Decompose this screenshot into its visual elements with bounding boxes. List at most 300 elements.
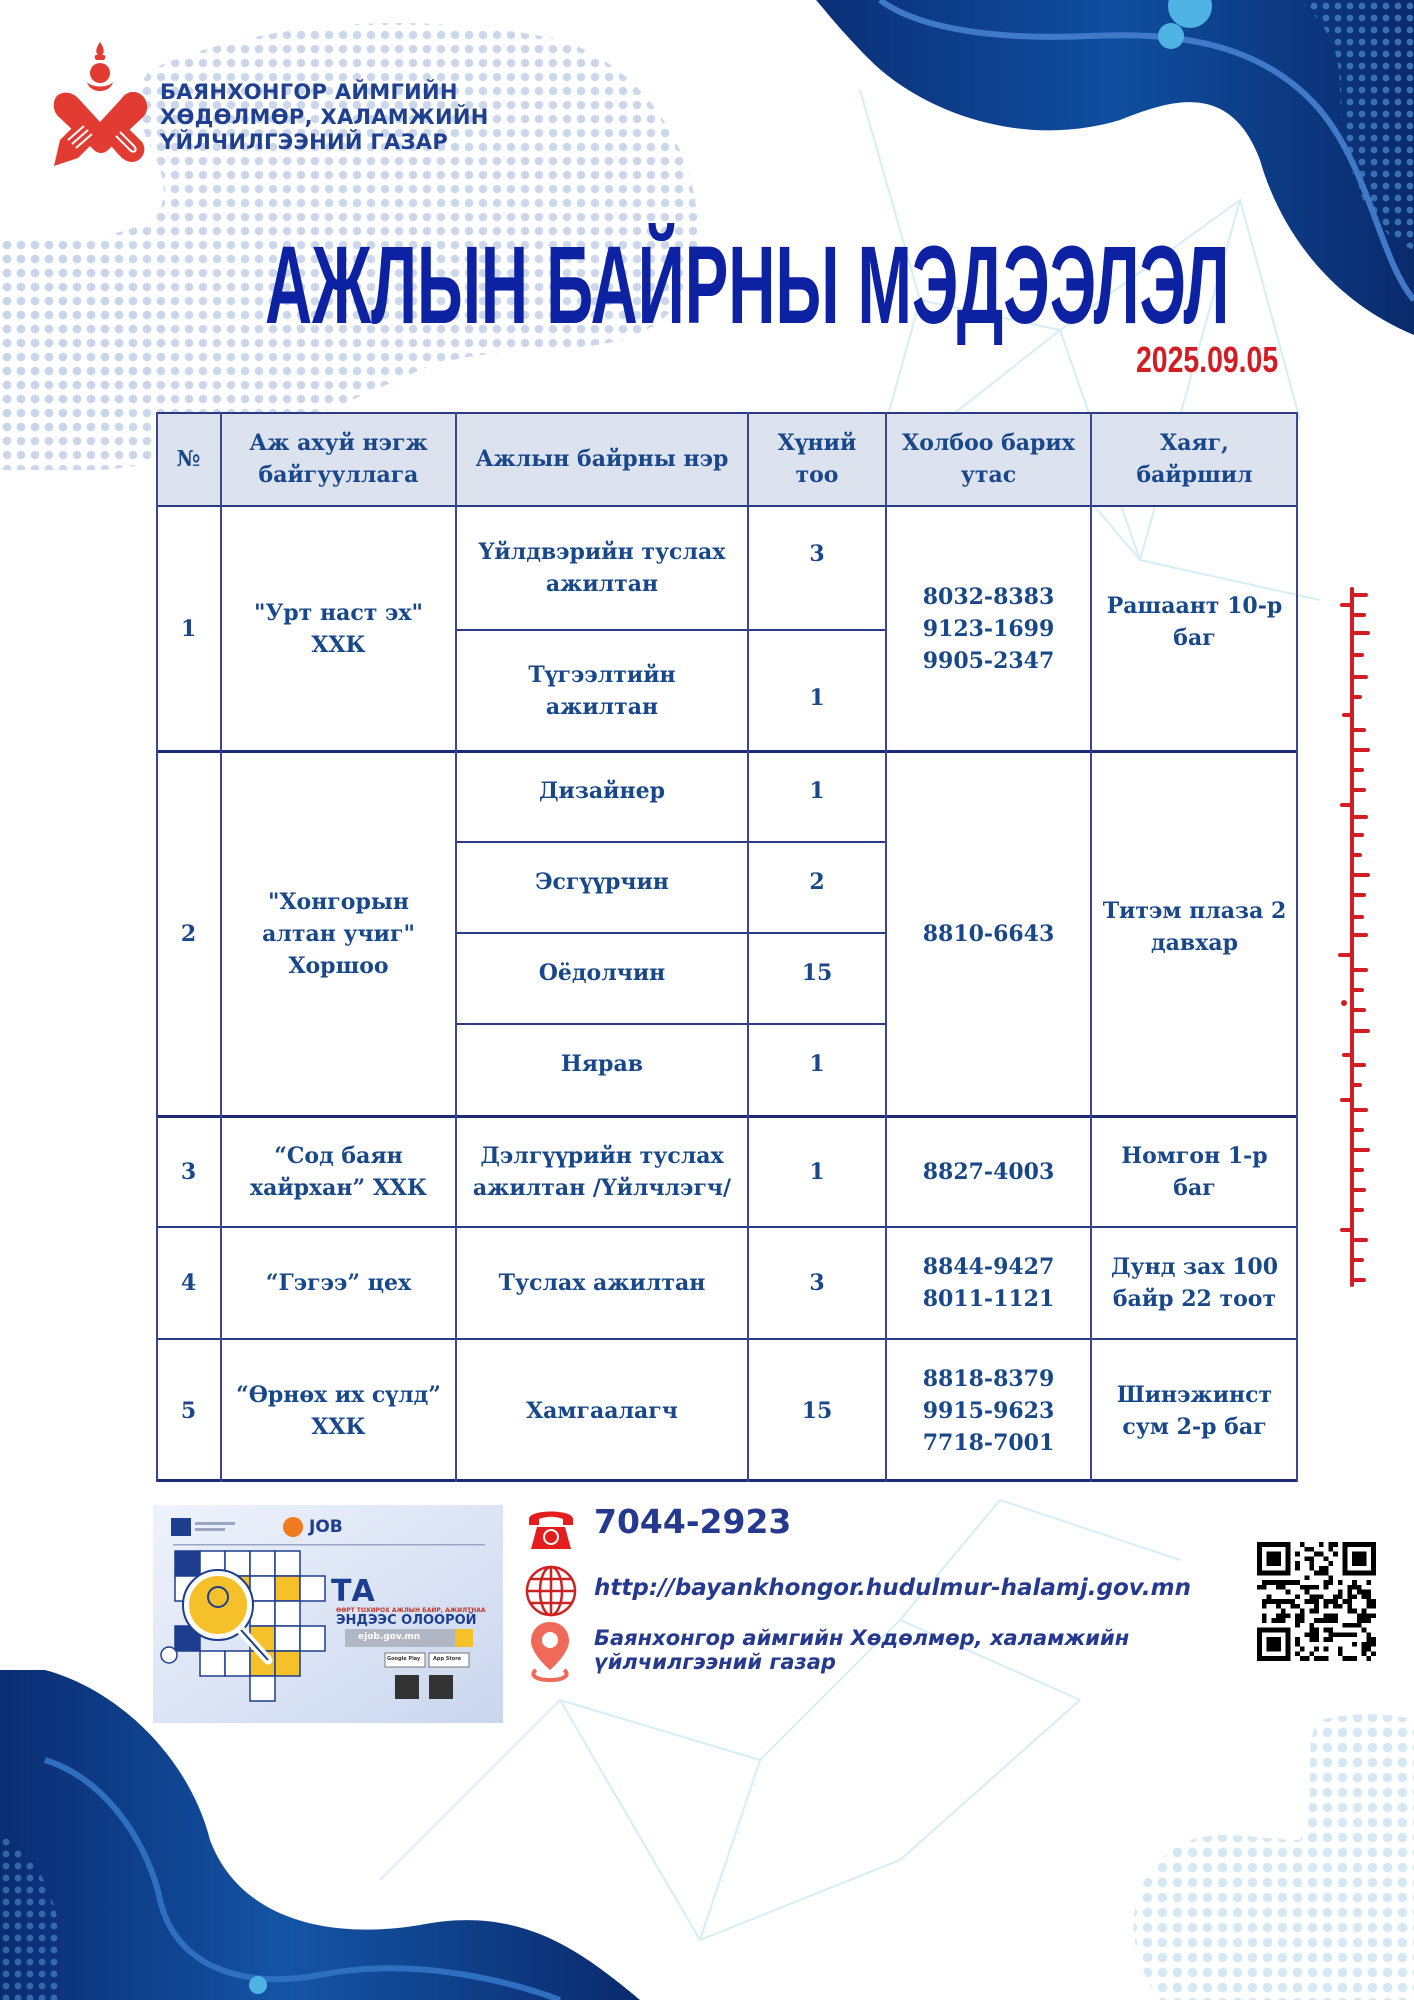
qr-module xyxy=(1343,1632,1348,1637)
qr-module xyxy=(1305,1585,1310,1590)
table-row-1-address xyxy=(1091,506,1298,751)
qr-module xyxy=(1319,1618,1324,1623)
qr-module xyxy=(1352,1585,1357,1590)
phone-number: 9123-1699 xyxy=(922,615,1055,642)
address-line: Дунд зах 100 xyxy=(1110,1254,1279,1280)
qr-module xyxy=(1324,1556,1329,1561)
qr-module xyxy=(1357,1618,1362,1623)
job-title-line: ажилтан xyxy=(545,571,659,597)
ejob-headline: ТА xyxy=(331,1574,375,1609)
qr-module xyxy=(1333,1552,1338,1557)
org-line: "Урт наст эх" xyxy=(253,599,423,626)
qr-module xyxy=(1314,1571,1319,1576)
qr-module xyxy=(1333,1632,1338,1637)
qr-module xyxy=(1314,1647,1319,1652)
qr-module xyxy=(1314,1628,1319,1633)
header-label: Хүний xyxy=(777,430,857,456)
qr-module xyxy=(1281,1599,1286,1604)
qr-module xyxy=(1314,1618,1319,1623)
qr-module xyxy=(1281,1613,1286,1618)
qr-module xyxy=(1338,1651,1343,1656)
phone-number: 8032-8383 xyxy=(922,583,1055,610)
jobs-table xyxy=(156,412,1298,1482)
ejob-subline: ӨӨРТ ТОХИРОХ АЖЛЫН БАЙР, АЖИЛТНАА xyxy=(336,1607,486,1614)
table-row-1-phones xyxy=(886,506,1091,751)
qr-module xyxy=(1328,1561,1333,1566)
table-row-5-phones xyxy=(886,1339,1091,1482)
phone-number: 8844-9427 xyxy=(922,1254,1055,1280)
table-border xyxy=(456,932,886,934)
qr-module xyxy=(1333,1599,1338,1604)
qr-module xyxy=(1295,1651,1300,1656)
qr-module xyxy=(1314,1632,1319,1637)
qr-module xyxy=(1314,1637,1319,1642)
table-row-5-number: 5 xyxy=(180,1397,197,1424)
qr-module xyxy=(1305,1656,1310,1661)
qr-module xyxy=(1371,1599,1376,1604)
address-line: давхар xyxy=(1151,929,1238,956)
qr-module xyxy=(1295,1580,1300,1585)
qr-module xyxy=(1300,1618,1305,1623)
table-row-2-organization xyxy=(221,751,456,1116)
qr-module xyxy=(1366,1613,1371,1618)
header-cell-phone xyxy=(886,412,1091,506)
qr-module xyxy=(1338,1632,1343,1637)
qr-module xyxy=(1314,1604,1319,1609)
table-row-4-phones xyxy=(886,1227,1091,1339)
qr-module xyxy=(1319,1566,1324,1571)
qr-module xyxy=(1271,1599,1276,1604)
table-row-1-job-1-count: 3 xyxy=(809,541,825,567)
qr-module xyxy=(1286,1590,1291,1595)
address-line: Титэм плаза 2 xyxy=(1102,897,1287,924)
org-name-line: ҮЙЛЧИЛГЭЭНИЙ ГАЗАР xyxy=(160,130,449,154)
header-label: Хаяг, xyxy=(1160,430,1229,456)
qr-module xyxy=(1309,1566,1314,1571)
table-row-1-job-2-count: 1 xyxy=(809,684,825,711)
qr-module xyxy=(1338,1604,1343,1609)
qr-module xyxy=(1295,1594,1300,1599)
qr-module xyxy=(1314,1599,1319,1604)
mongolian-script-slogan xyxy=(1330,585,1374,1290)
table-row-4-number: 4 xyxy=(180,1270,197,1296)
qr-code[interactable] xyxy=(1257,1542,1376,1661)
qr-module xyxy=(1309,1599,1314,1604)
table-row-4-job-1: Туслах ажилтан xyxy=(498,1270,706,1296)
table-row-2-number: 2 xyxy=(180,920,197,947)
qr-module xyxy=(1314,1585,1319,1590)
qr-module xyxy=(1347,1604,1352,1609)
qr-module xyxy=(1362,1618,1367,1623)
org-line: "Хонгорын xyxy=(267,888,409,915)
table-row-2-address xyxy=(1091,751,1298,1116)
qr-module xyxy=(1290,1599,1295,1604)
qr-module xyxy=(1347,1609,1352,1614)
header-cell-organization xyxy=(221,412,456,506)
org-name xyxy=(160,80,489,155)
qr-module xyxy=(1347,1656,1352,1661)
qr-module xyxy=(1366,1647,1371,1652)
qr-module xyxy=(1352,1623,1357,1628)
qr-module xyxy=(1300,1542,1305,1547)
qr-module xyxy=(1267,1599,1272,1604)
qr-module xyxy=(1309,1585,1314,1590)
table-row-3-job-1 xyxy=(456,1116,748,1227)
header-label: тоо xyxy=(795,462,839,488)
qr-module xyxy=(1362,1651,1367,1656)
qr-module xyxy=(1271,1618,1276,1623)
qr-module xyxy=(1305,1556,1310,1561)
address-line: сум 2-р баг xyxy=(1122,1413,1267,1440)
qr-module xyxy=(1328,1575,1333,1580)
qr-module xyxy=(1328,1613,1333,1618)
qr-module xyxy=(1324,1656,1329,1661)
address-line: үйлчилгээний газар xyxy=(594,1650,836,1674)
address-line: Шинэжинст xyxy=(1116,1381,1273,1408)
qr-module xyxy=(1324,1580,1329,1585)
table-row-2-job-3: Оёдолчин xyxy=(538,959,666,986)
header-label: Холбоо барих xyxy=(902,430,1075,456)
qr-module xyxy=(1324,1571,1329,1576)
qr-module xyxy=(1347,1623,1352,1628)
qr-module xyxy=(1362,1594,1367,1599)
ejob-banner[interactable] xyxy=(153,1505,503,1723)
table-row-3-address xyxy=(1091,1116,1298,1227)
table-border xyxy=(456,1023,886,1025)
phone-number: 8011-1121 xyxy=(922,1286,1055,1312)
header-cell-job-title xyxy=(456,412,748,506)
table-border xyxy=(1296,412,1298,1482)
table-border xyxy=(156,1338,1298,1340)
table-border xyxy=(220,412,222,1482)
table-row-2-job-1: Дизайнер xyxy=(539,777,665,804)
phone-number: 9905-2347 xyxy=(922,647,1055,674)
table-row-2-job-4-count: 1 xyxy=(809,1051,825,1077)
qr-module xyxy=(1347,1585,1352,1590)
table-border xyxy=(1090,412,1092,1482)
table-border xyxy=(456,629,886,631)
qr-module xyxy=(1319,1594,1324,1599)
qr-module xyxy=(1333,1594,1338,1599)
qr-finder xyxy=(1267,1552,1281,1566)
qr-module xyxy=(1347,1590,1352,1595)
qr-module xyxy=(1333,1618,1338,1623)
app-store-badge[interactable]: App Store xyxy=(433,1656,462,1662)
qr-module xyxy=(1262,1599,1267,1604)
qr-module xyxy=(1314,1656,1319,1661)
qr-module xyxy=(1309,1561,1314,1566)
qr-module xyxy=(1328,1542,1333,1547)
table-row-5-address xyxy=(1091,1339,1298,1482)
qr-module xyxy=(1290,1580,1295,1585)
qr-module xyxy=(1309,1623,1314,1628)
table-border xyxy=(747,412,749,1482)
qr-module xyxy=(1262,1618,1267,1623)
header-cell-headcount xyxy=(748,412,886,506)
qr-module xyxy=(1347,1632,1352,1637)
phone-icon xyxy=(525,1505,577,1553)
qr-module xyxy=(1357,1585,1362,1590)
org-line: Хоршоо xyxy=(288,952,389,979)
org-line: хайрхан” ХХК xyxy=(249,1174,427,1201)
table-row-2-job-3-count: 15 xyxy=(801,959,833,986)
qr-module xyxy=(1309,1651,1314,1656)
qr-module xyxy=(1328,1580,1333,1585)
header-label: Ажлын байрны нэр xyxy=(475,446,729,472)
table-row-4-job-1-count: 3 xyxy=(809,1270,825,1296)
table-border xyxy=(885,412,887,1482)
table-border xyxy=(156,1479,1298,1482)
ejob-site-link[interactable]: ejob.gov.mn xyxy=(358,1632,421,1642)
phone-number: 7718-7001 xyxy=(922,1429,1055,1456)
qr-module xyxy=(1319,1552,1324,1557)
qr-module xyxy=(1262,1580,1267,1585)
qr-module xyxy=(1362,1613,1367,1618)
qr-module xyxy=(1262,1613,1267,1618)
qr-module xyxy=(1366,1590,1371,1595)
header-label: байгууллага xyxy=(258,462,419,488)
qr-module xyxy=(1352,1594,1357,1599)
qr-module xyxy=(1366,1642,1371,1647)
qr-module xyxy=(1281,1609,1286,1614)
qr-module xyxy=(1324,1604,1329,1609)
qr-module xyxy=(1295,1642,1300,1647)
header-label: утас xyxy=(960,462,1017,488)
table-row-3-job-1-count: 1 xyxy=(809,1158,825,1185)
qr-module xyxy=(1333,1613,1338,1618)
table-border xyxy=(455,412,457,1482)
qr-module xyxy=(1305,1575,1310,1580)
org-name-line: БАЯНХОНГОР АЙМГИЙН xyxy=(160,80,458,104)
qr-module xyxy=(1324,1637,1329,1642)
table-border xyxy=(156,750,1298,753)
date-label: 2025.09.05 xyxy=(1136,339,1279,380)
qr-module xyxy=(1338,1580,1343,1585)
job-title-line: Түгээлтийн xyxy=(528,661,676,688)
qr-module xyxy=(1286,1580,1291,1585)
header-label: № xyxy=(176,446,201,472)
qr-module xyxy=(1357,1590,1362,1595)
qr-module xyxy=(1324,1628,1329,1633)
qr-module xyxy=(1300,1647,1305,1652)
table-row-4-organization: “Гэгээ” цех xyxy=(265,1270,412,1296)
qr-module xyxy=(1295,1566,1300,1571)
qr-module xyxy=(1324,1585,1329,1590)
qr-module xyxy=(1295,1623,1300,1628)
qr-module xyxy=(1262,1604,1267,1609)
qr-module xyxy=(1357,1623,1362,1628)
org-line: “Өрнөх их сүлд” xyxy=(236,1381,441,1408)
qr-module xyxy=(1286,1613,1291,1618)
table-row-5-job-1-count: 15 xyxy=(801,1397,833,1424)
address-line: баг xyxy=(1173,624,1216,651)
qr-module xyxy=(1333,1542,1338,1547)
qr-module xyxy=(1324,1618,1329,1623)
org-line: алтан учиг" xyxy=(262,920,415,947)
qr-module xyxy=(1314,1552,1319,1557)
qr-module xyxy=(1271,1580,1276,1585)
table-row-3-phones: 8827-4003 xyxy=(922,1158,1055,1185)
address-line: Номгон 1-р xyxy=(1121,1142,1268,1169)
page-title: АЖЛЫН БАЙРНЫ МЭДЭЭЛЭЛ xyxy=(265,224,1230,347)
qr-module xyxy=(1324,1613,1329,1618)
table-row-4-address xyxy=(1091,1227,1298,1339)
table-row-2-job-1-count: 1 xyxy=(809,777,825,804)
qr-module xyxy=(1295,1613,1300,1618)
qr-module xyxy=(1281,1580,1286,1585)
job-title-line: ажилтан xyxy=(545,693,659,720)
website-link[interactable]: http://bayankhongor.hudulmur-halamj.gov.mn xyxy=(594,1575,1191,1601)
qr-module xyxy=(1343,1656,1348,1661)
qr-module xyxy=(1295,1552,1300,1557)
header-cell-number xyxy=(156,412,221,506)
qr-module xyxy=(1328,1637,1333,1642)
table-border xyxy=(156,505,1298,507)
qr-module xyxy=(1366,1618,1371,1623)
qr-module xyxy=(1352,1580,1357,1585)
qr-module xyxy=(1276,1585,1281,1590)
qr-module xyxy=(1286,1599,1291,1604)
qr-module xyxy=(1366,1580,1371,1585)
qr-module xyxy=(1290,1604,1295,1609)
qr-module xyxy=(1366,1599,1371,1604)
qr-module xyxy=(1324,1599,1329,1604)
qr-module xyxy=(1281,1585,1286,1590)
ejob-tagline: ЭНДЭЭС ОЛООРОЙ xyxy=(336,1613,477,1628)
qr-module xyxy=(1328,1628,1333,1633)
address-line: байр 22 тоот xyxy=(1112,1286,1277,1312)
qr-module xyxy=(1309,1547,1314,1552)
qr-module xyxy=(1309,1594,1314,1599)
qr-module xyxy=(1362,1647,1367,1652)
org-logo xyxy=(50,40,150,170)
qr-module xyxy=(1295,1618,1300,1623)
table-row-3-number: 3 xyxy=(180,1158,197,1185)
qr-module xyxy=(1276,1604,1281,1609)
org-name-line: ХӨДӨЛМӨР, ХАЛАМЖИЙН xyxy=(160,105,489,129)
table-border xyxy=(156,412,158,1482)
qr-module xyxy=(1309,1632,1314,1637)
qr-module xyxy=(1309,1628,1314,1633)
qr-module xyxy=(1300,1609,1305,1614)
table-row-5-job-1: Хамгаалагч xyxy=(526,1397,678,1424)
qr-module xyxy=(1295,1561,1300,1566)
qr-module xyxy=(1371,1637,1376,1642)
qr-module xyxy=(1262,1585,1267,1590)
phone-number: 9915-9623 xyxy=(922,1397,1055,1424)
qr-module xyxy=(1338,1594,1343,1599)
qr-module xyxy=(1338,1590,1343,1595)
table-border xyxy=(156,1115,1298,1118)
address-line: Рашаант 10-р xyxy=(1106,592,1283,619)
qr-module xyxy=(1305,1599,1310,1604)
qr-module xyxy=(1324,1566,1329,1571)
qr-module xyxy=(1343,1599,1348,1604)
table-row-1-job-1 xyxy=(456,506,748,630)
table-row-3-organization xyxy=(221,1116,456,1227)
job-title-line: Үйлдвэрийн туслах xyxy=(478,539,726,565)
qr-module xyxy=(1295,1637,1300,1642)
address-line: баг xyxy=(1173,1174,1216,1201)
qr-module xyxy=(1319,1656,1324,1661)
google-play-badge[interactable]: Google Play xyxy=(387,1656,421,1662)
qr-module xyxy=(1319,1571,1324,1576)
qr-module xyxy=(1371,1651,1376,1656)
org-line: ХХК xyxy=(311,631,366,658)
qr-module xyxy=(1324,1647,1329,1652)
qr-module xyxy=(1352,1609,1357,1614)
qr-module xyxy=(1343,1623,1348,1628)
qr-module xyxy=(1333,1604,1338,1609)
org-line: “Сод баян xyxy=(274,1142,403,1169)
qr-module xyxy=(1300,1613,1305,1618)
qr-module xyxy=(1328,1599,1333,1604)
table-row-5-organization xyxy=(221,1339,456,1482)
table-row-1-job-2 xyxy=(456,630,748,751)
qr-module xyxy=(1281,1618,1286,1623)
table-border xyxy=(456,841,886,843)
qr-module xyxy=(1305,1632,1310,1637)
qr-module xyxy=(1267,1594,1272,1599)
qr-module xyxy=(1362,1609,1367,1614)
header-label: байршил xyxy=(1136,462,1253,488)
qr-module xyxy=(1352,1632,1357,1637)
qr-finder xyxy=(1352,1552,1366,1566)
location-pin-icon xyxy=(528,1620,572,1682)
phone-number: 8818-8379 xyxy=(922,1365,1055,1392)
qr-module xyxy=(1309,1556,1314,1561)
table-row-2-job-2-count: 2 xyxy=(809,868,825,895)
qr-module xyxy=(1314,1594,1319,1599)
qr-module xyxy=(1309,1609,1314,1614)
qr-module xyxy=(1366,1656,1371,1661)
job-title-line: ажилтан /Үйлчлэгч/ xyxy=(472,1174,732,1201)
qr-module xyxy=(1352,1642,1357,1647)
qr-module xyxy=(1362,1628,1367,1633)
contact-phone[interactable]: 7044-2923 xyxy=(594,1502,792,1541)
qr-module xyxy=(1362,1642,1367,1647)
qr-module xyxy=(1305,1547,1310,1552)
ejob-brand: JOB xyxy=(309,1517,343,1537)
qr-module xyxy=(1352,1656,1357,1661)
qr-module xyxy=(1347,1599,1352,1604)
table-row-2-job-4: Нярав xyxy=(561,1051,643,1077)
table-row-2-job-2: Эсгүүрчин xyxy=(535,868,669,895)
qr-module xyxy=(1328,1632,1333,1637)
qr-module xyxy=(1267,1580,1272,1585)
table-border xyxy=(156,412,1298,414)
qr-module xyxy=(1328,1547,1333,1552)
org-line: ХХК xyxy=(311,1413,366,1440)
job-title-line: Дэлгүүрийн туслах xyxy=(480,1142,724,1169)
qr-module xyxy=(1300,1585,1305,1590)
qr-module xyxy=(1347,1594,1352,1599)
address-line: Баянхонгор аймгийн Хөдөлмөр, халамжийн xyxy=(594,1626,1130,1650)
qr-module xyxy=(1362,1590,1367,1595)
qr-module xyxy=(1366,1594,1371,1599)
qr-module xyxy=(1257,1585,1262,1590)
qr-module xyxy=(1305,1590,1310,1595)
qr-module xyxy=(1328,1618,1333,1623)
qr-module xyxy=(1276,1599,1281,1604)
qr-module xyxy=(1371,1613,1376,1618)
table-row-1-number: 1 xyxy=(180,615,197,642)
table-row-1-organization xyxy=(221,506,456,751)
qr-module xyxy=(1309,1637,1314,1642)
qr-module xyxy=(1371,1604,1376,1609)
qr-module xyxy=(1366,1637,1371,1642)
qr-module xyxy=(1319,1542,1324,1547)
